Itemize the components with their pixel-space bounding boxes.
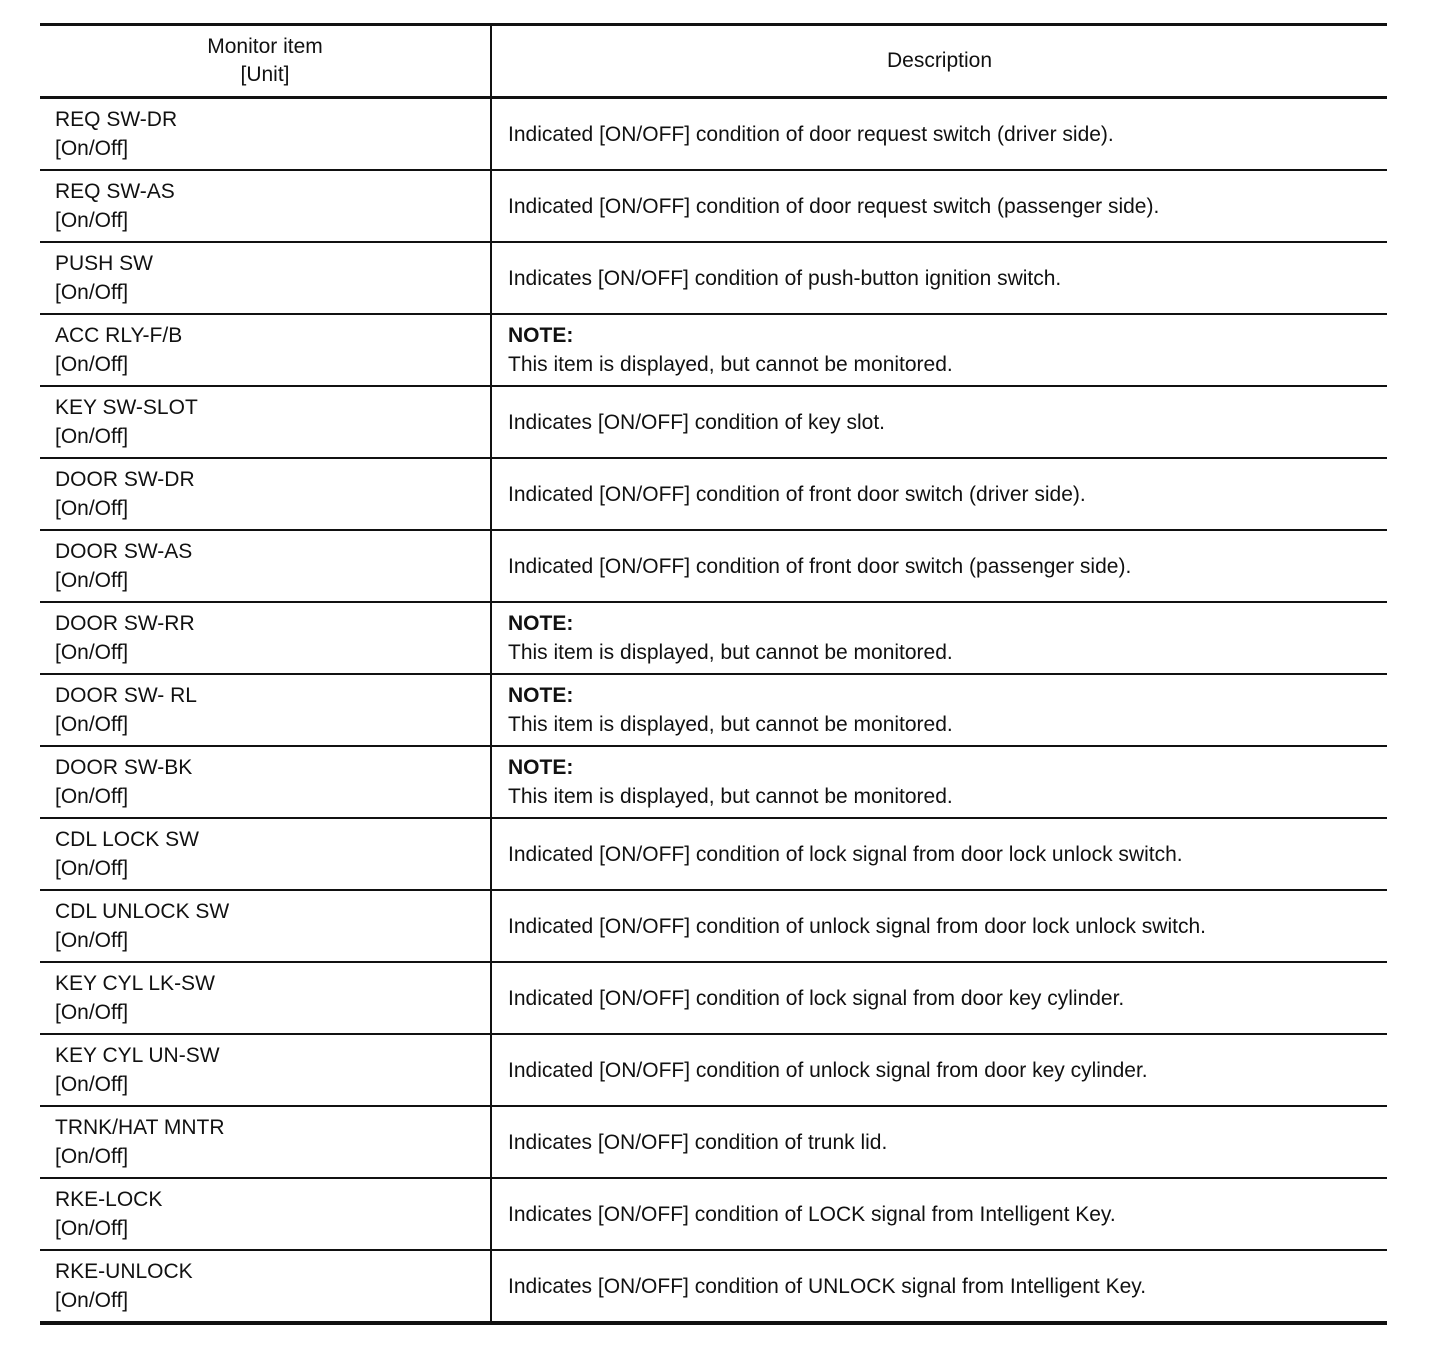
table-row — [40, 98, 1387, 171]
monitor-item-name: DOOR SW-BK — [55, 756, 193, 779]
description-text: Indicated [ON/OFF] condition of unlock signal from door lock unlock switch. — [508, 914, 1206, 938]
monitor-item-cell — [40, 458, 491, 530]
header-description: Description — [491, 25, 1387, 98]
header-monitor-item-label: Monitor item — [207, 35, 323, 58]
description-text: Indicates [ON/OFF] condition of key slot. — [508, 410, 885, 434]
monitor-item-name: DOOR SW-RR — [55, 612, 195, 635]
table-row — [40, 818, 1387, 890]
description-cell — [491, 170, 1387, 242]
monitor-item-name: ACC RLY-F/B — [55, 324, 183, 347]
description-cell — [491, 890, 1387, 962]
monitor-item-unit: [On/Off] — [55, 713, 129, 736]
monitor-item-unit: [On/Off] — [55, 785, 129, 808]
description-cell — [491, 1106, 1387, 1178]
monitor-item-cell — [40, 242, 491, 314]
table-row — [40, 314, 1387, 386]
table-row — [40, 746, 1387, 818]
description-text: This item is displayed, but cannot be monitored. — [508, 353, 953, 376]
description-cell — [491, 818, 1387, 890]
monitor-item-cell — [40, 674, 491, 746]
description-cell — [491, 98, 1387, 171]
note-label: NOTE: — [508, 612, 574, 635]
monitor-item-cell — [40, 818, 491, 890]
note-label: NOTE: — [508, 324, 574, 347]
description-text: This item is displayed, but cannot be monitored. — [508, 713, 953, 736]
table-row — [40, 1034, 1387, 1106]
monitor-item-name: DOOR SW-AS — [55, 540, 193, 563]
header-unit-label: [Unit] — [240, 63, 290, 86]
monitor-item-cell — [40, 1250, 491, 1323]
table-row — [40, 458, 1387, 530]
table-row — [40, 602, 1387, 674]
monitor-item-cell — [40, 530, 491, 602]
monitor-item-unit: [On/Off] — [55, 857, 129, 880]
note-label: NOTE: — [508, 756, 574, 779]
description-text: Indicated [ON/OFF] condition of front door switch (driver side). — [508, 482, 1086, 506]
table-row — [40, 1178, 1387, 1250]
description-text: Indicates [ON/OFF] condition of UNLOCK signal from Intelligent Key. — [508, 1274, 1147, 1298]
monitor-item-name: CDL UNLOCK SW — [55, 900, 230, 923]
monitor-item-cell — [40, 386, 491, 458]
monitor-item-unit: [On/Off] — [55, 1217, 129, 1240]
monitor-item-name: CDL LOCK SW — [55, 828, 199, 851]
monitor-item-cell — [40, 1106, 491, 1178]
monitor-item-unit: [On/Off] — [55, 641, 129, 664]
description-text: Indicates [ON/OFF] condition of LOCK signal from Intelligent Key. — [508, 1202, 1116, 1226]
table-row — [40, 170, 1387, 242]
table-row — [40, 386, 1387, 458]
monitor-item-name: RKE-UNLOCK — [55, 1260, 193, 1283]
monitor-item-name: TRNK/HAT MNTR — [55, 1116, 225, 1139]
monitor-item-unit: [On/Off] — [55, 929, 129, 952]
monitor-item-unit: [On/Off] — [55, 1073, 129, 1096]
description-cell — [491, 602, 1387, 674]
monitor-item-unit: [On/Off] — [55, 209, 129, 232]
monitor-item-cell — [40, 746, 491, 818]
description-text: This item is displayed, but cannot be monitored. — [508, 641, 953, 664]
description-cell — [491, 1250, 1387, 1323]
monitor-item-unit: [On/Off] — [55, 569, 129, 592]
monitor-item-name: KEY CYL UN-SW — [55, 1044, 220, 1067]
monitor-item-name: DOOR SW- RL — [55, 684, 197, 707]
description-text: Indicated [ON/OFF] condition of lock signal from door lock unlock switch. — [508, 842, 1183, 866]
monitor-item-unit: [On/Off] — [55, 281, 129, 304]
description-cell — [491, 242, 1387, 314]
monitor-item-unit: [On/Off] — [55, 137, 129, 160]
monitor-item-unit: [On/Off] — [55, 1289, 129, 1312]
monitor-item-unit: [On/Off] — [55, 1001, 129, 1024]
header-monitor-item — [40, 25, 491, 98]
monitor-item-name: KEY CYL LK-SW — [55, 972, 215, 995]
table-row — [40, 674, 1387, 746]
table-row — [40, 530, 1387, 602]
table-row — [40, 962, 1387, 1034]
monitor-item-cell — [40, 1034, 491, 1106]
description-text: Indicated [ON/OFF] condition of unlock signal from door key cylinder. — [508, 1058, 1148, 1082]
table-row — [40, 890, 1387, 962]
description-text: Indicated [ON/OFF] condition of door request switch (passenger side). — [508, 194, 1160, 218]
monitor-item-name: REQ SW-AS — [55, 180, 175, 203]
monitor-item-name: DOOR SW-DR — [55, 468, 195, 491]
monitor-item-name: REQ SW-DR — [55, 108, 178, 131]
description-text: Indicated [ON/OFF] condition of lock signal from door key cylinder. — [508, 986, 1125, 1010]
description-cell — [491, 1034, 1387, 1106]
description-text: Indicates [ON/OFF] condition of push-button ignition switch. — [508, 266, 1062, 290]
monitor-item-unit: [On/Off] — [55, 353, 129, 376]
description-cell — [491, 1178, 1387, 1250]
table-row — [40, 242, 1387, 314]
description-cell — [491, 746, 1387, 818]
monitor-item-cell — [40, 170, 491, 242]
description-cell — [491, 458, 1387, 530]
table-body — [40, 98, 1387, 1324]
monitor-item-unit: [On/Off] — [55, 497, 129, 520]
monitor-item-unit: [On/Off] — [55, 1145, 129, 1168]
description-text: Indicated [ON/OFF] condition of door request switch (driver side). — [508, 122, 1114, 146]
monitor-item-cell — [40, 98, 491, 171]
monitor-item-cell — [40, 314, 491, 386]
description-cell — [491, 314, 1387, 386]
description-cell — [491, 530, 1387, 602]
note-label: NOTE: — [508, 684, 574, 707]
monitor-item-cell — [40, 890, 491, 962]
description-text: This item is displayed, but cannot be monitored. — [508, 785, 953, 808]
monitor-item-name: RKE-LOCK — [55, 1188, 163, 1211]
monitor-item-table — [40, 23, 1387, 1325]
monitor-item-cell — [40, 962, 491, 1034]
monitor-item-name: PUSH SW — [55, 252, 154, 275]
monitor-item-unit: [On/Off] — [55, 425, 129, 448]
monitor-item-cell — [40, 1178, 491, 1250]
table-header-row — [40, 25, 1387, 98]
table-row — [40, 1250, 1387, 1323]
description-text: Indicates [ON/OFF] condition of trunk lid. — [508, 1130, 888, 1154]
monitor-item-name: KEY SW-SLOT — [55, 396, 198, 419]
table-row — [40, 1106, 1387, 1178]
description-cell — [491, 962, 1387, 1034]
description-text: Indicated [ON/OFF] condition of front door switch (passenger side). — [508, 554, 1132, 578]
description-cell — [491, 674, 1387, 746]
description-cell — [491, 386, 1387, 458]
monitor-item-cell — [40, 602, 491, 674]
